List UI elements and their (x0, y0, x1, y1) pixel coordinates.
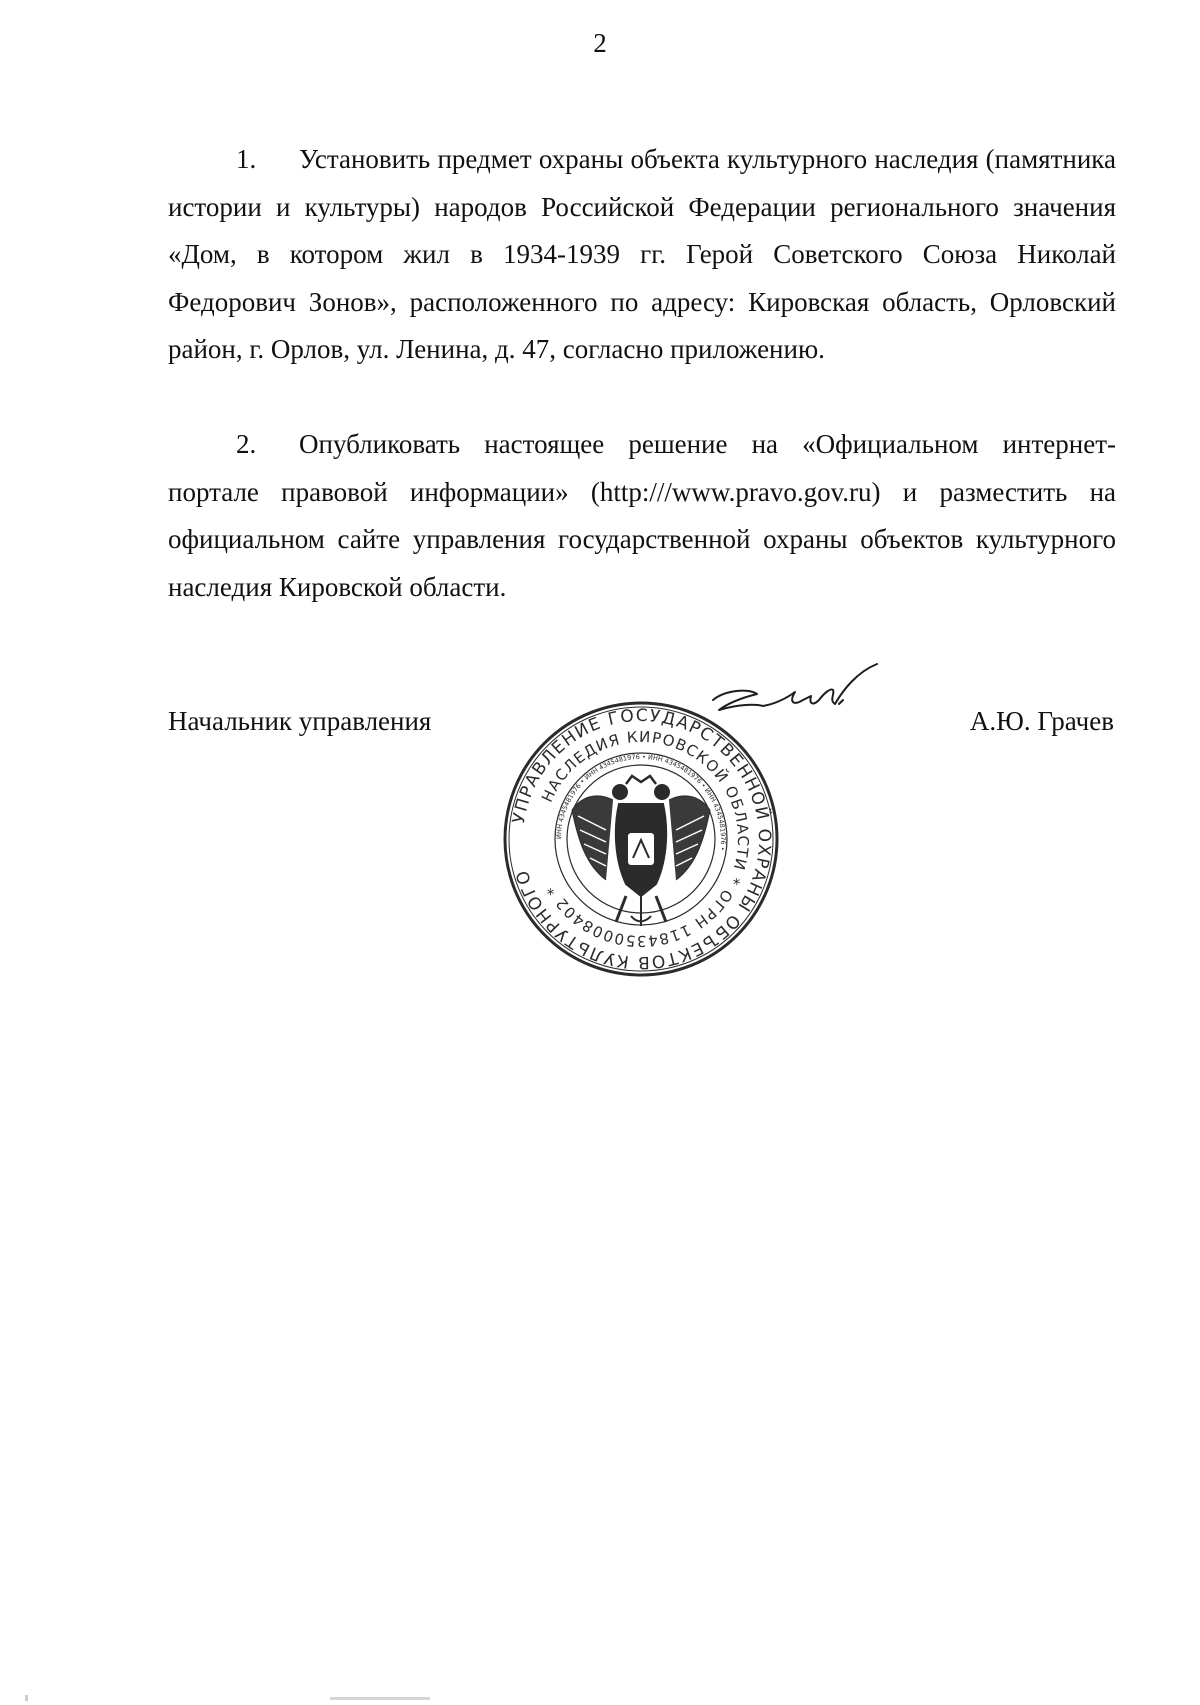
page-number: 2 (593, 28, 607, 58)
handwritten-signature (705, 660, 895, 740)
double-headed-eagle-icon (572, 776, 710, 926)
seal-micro-text: ИНН 4345481976 • ИНН 4345481976 • ИНН 4345481976 • ИНН 4345481976 • (554, 752, 728, 852)
official-seal (502, 700, 780, 978)
paragraph-1-text: Установить предмет охраны объекта культурного наследия (памятника истории и культуры) народов Российской Федерации регионального значения «Дом, в котором жил в 1934-1939 гг. Герой Советского Союза Николай Федорович Зонов», расположенного по адресу: Кировская область, Орловский район, г. Орлов, ул. Ленина, д. 47, согласно приложению. (168, 144, 1116, 364)
scan-artifact-line (330, 1697, 430, 1700)
paragraph-2-number: 2. (236, 429, 257, 459)
signatory-name: А.Ю. Грачев (969, 706, 1114, 736)
signatory-position: Начальник управления (168, 706, 432, 736)
paragraph-1 (168, 136, 1116, 374)
scan-artifact (25, 1695, 28, 1701)
paragraph-1-number: 1. (236, 144, 257, 174)
paragraph-2-text: Опубликовать настоящее решение на «Официальном интернет-портале правовой информации» (http:///www.pravo.gov.ru) и разместить на официальном сайте управления государственной охраны объектов культурного наследия Кировской области. (168, 429, 1116, 602)
seal-inner-text: НАСЛЕДИЯ КИРОВСКОЙ ОБЛАСТИ * ОГРН 1184350008402 * (537, 727, 753, 951)
paragraph-2 (168, 421, 1116, 611)
seal-outer-text: УПРАВЛЕНИЕ ГОСУДАРСТВЕННОЙ ОХРАНЫ ОБЪЕКТОВ КУЛЬТУРНОГО (509, 705, 775, 973)
